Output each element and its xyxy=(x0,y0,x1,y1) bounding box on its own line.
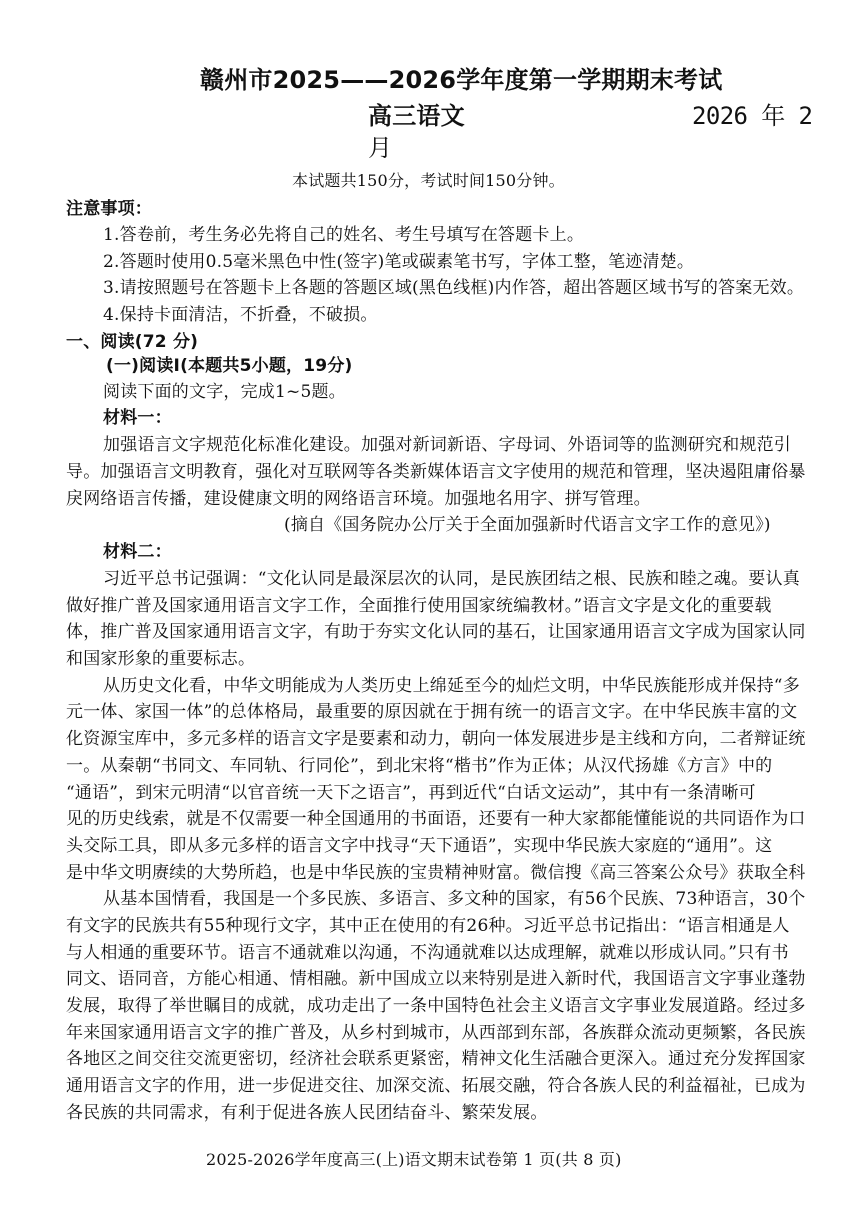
notice-item: 4.保持卡面清洁，不折叠，不破损。 xyxy=(103,305,378,325)
notice-heading: 注意事项： xyxy=(66,199,152,219)
notice-item: 1.答卷前，考生务必先将自己的姓名、考生号填写在答题卡上。 xyxy=(103,225,585,245)
material-two-line: 头交际工具，即从多元多样的语言文字中找寻“天下通语”，实现中华民族大家庭的“通用”。这 xyxy=(66,836,773,856)
notice-item: 3.请按照题号在答题卡上各题的答题区域(黑色线框)内作答，超出答题区域书写的答案无效。 xyxy=(103,278,805,298)
material-two-line: 同文、语同音，方能心相通、情相融。新中国成立以来特别是进入新时代，我国语言文字事业蓬勃 xyxy=(66,969,806,989)
material-two-line: 做好推广普及国家通用语言文字工作，全面推行使用国家统编教材。”语言文字是文化的重要载 xyxy=(66,596,772,616)
page-footer: 2025-2026学年度高三(上)语文期末试卷第 1 页(共 8 页) xyxy=(206,1150,622,1169)
material-two-label: 材料二： xyxy=(103,542,172,562)
material-one-label: 材料一： xyxy=(103,408,172,428)
exam-date: 2026 年 2 xyxy=(692,102,813,130)
material-one-line: 戾网络语言传播，建设健康文明的网络语言环境。加强地名用字、拼写管理。 xyxy=(66,489,651,509)
material-two-line: 年来国家通用语言文字的推广普及，从乡村到城市，从西部到东部，各族群众流动更频繁，各民族 xyxy=(66,1023,806,1043)
material-two-line: 见的历史线索，就是不仅需要一种全国通用的书面语，还要有一种大家都能懂能说的共同语作为口 xyxy=(66,809,806,829)
section-heading: 一、阅读(72 分) xyxy=(66,332,199,352)
material-two-line: 一。从秦朝“书同文、车同轨、行同伦”，到北宋将“楷书”作为正体；从汉代扬雄《方言》中的 xyxy=(66,756,773,776)
material-two-line: 通用语言文字的作用，进一步促进交往、加深交流、拓展交融，符合各族人民的利益福祉，已成为 xyxy=(66,1076,806,1096)
material-two-line: 体，推广普及国家通用语言文字，有助于夯实文化认同的基石，让国家通用语言文字成为国家认同 xyxy=(66,622,806,642)
material-one-line: 导。加强语言文明教育，强化对互联网等各类新媒体语言文字使用的规范和管理，坚决遏阻庸俗暴 xyxy=(66,462,806,482)
material-two-line: 各地区之间交往交流更密切，经济社会联系更紧密，精神文化生活融合更深入。通过充分发挥国家 xyxy=(66,1049,806,1069)
material-two-line: “通语”，到宋元明清“以官音统一天下之语言”，再到近代“白话文运动”，其中有一条清晰可 xyxy=(66,783,756,803)
exam-title: 赣州市2025——2026学年度第一学期期末考试 xyxy=(200,66,723,94)
material-two-line: 习近平总书记强调：“文化认同是最深层次的认同，是民族团结之根、民族和睦之魂。要认真 xyxy=(103,569,800,589)
notice-item: 2.答题时使用0.5毫米黑色中性(签字)笔或碳素笔书写，字体工整，笔迹清楚。 xyxy=(103,252,695,272)
material-two-line: 从基本国情看，我国是一个多民族、多语言、多文种的国家，有56个民族、73种语言，30个 xyxy=(103,889,806,909)
material-two-line: 发展，取得了举世瞩目的成就，成功走出了一条中国特色社会主义语言文字事业发展道路。经过多 xyxy=(66,996,806,1016)
material-two-line: 化资源宝库中，多元多样的语言文字是要素和动力，朝向一体发展进步是主线和方向，二者辩证统 xyxy=(66,729,806,749)
exam-date-month: 月 xyxy=(368,134,393,162)
subject-title: 高三语文 xyxy=(368,102,465,130)
material-two-line: 和国家形象的重要标志。 xyxy=(66,649,256,669)
reading-instruction: 阅读下面的文字，完成1~5题。 xyxy=(103,382,346,402)
material-two-line: 各民族的共同需求，有利于促进各族人民团结奋斗、繁荣发展。 xyxy=(66,1103,548,1123)
material-two-line: 从历史文化看，中华文明能成为人类历史上绵延至今的灿烂文明，中华民族能形成并保持“多 xyxy=(103,676,800,696)
material-two-line: 元一体、家国一体”的总体格局，最重要的原因就在于拥有统一的语言文字。在中华民族丰富的文 xyxy=(66,702,798,722)
exam-info: 本试题共150分，考试时间150分钟。 xyxy=(292,171,565,190)
sub-section-heading: (一)阅读Ⅰ(本题共5小题，19分) xyxy=(106,356,353,376)
material-one-source: (摘自《国务院办公厅关于全面加强新时代语言文字工作的意见》) xyxy=(284,515,771,535)
material-two-line: 与人相通的重要环节。语言不通就难以沟通，不沟通就难以达成理解，就难以形成认同。”只有书 xyxy=(66,943,789,963)
material-one-line: 加强语言文字规范化标准化建设。加强对新词新语、字母词、外语词等的监测研究和规范引 xyxy=(103,435,791,455)
material-two-line: 是中华文明赓续的大势所趋，也是中华民族的宝贵精神财富。微信搜《高三答案公众号》获取全科 xyxy=(66,863,806,883)
material-two-line: 有文字的民族共有55种现行文字，其中正在使用的有26种。习近平总书记指出：“语言相通是人 xyxy=(66,916,790,936)
